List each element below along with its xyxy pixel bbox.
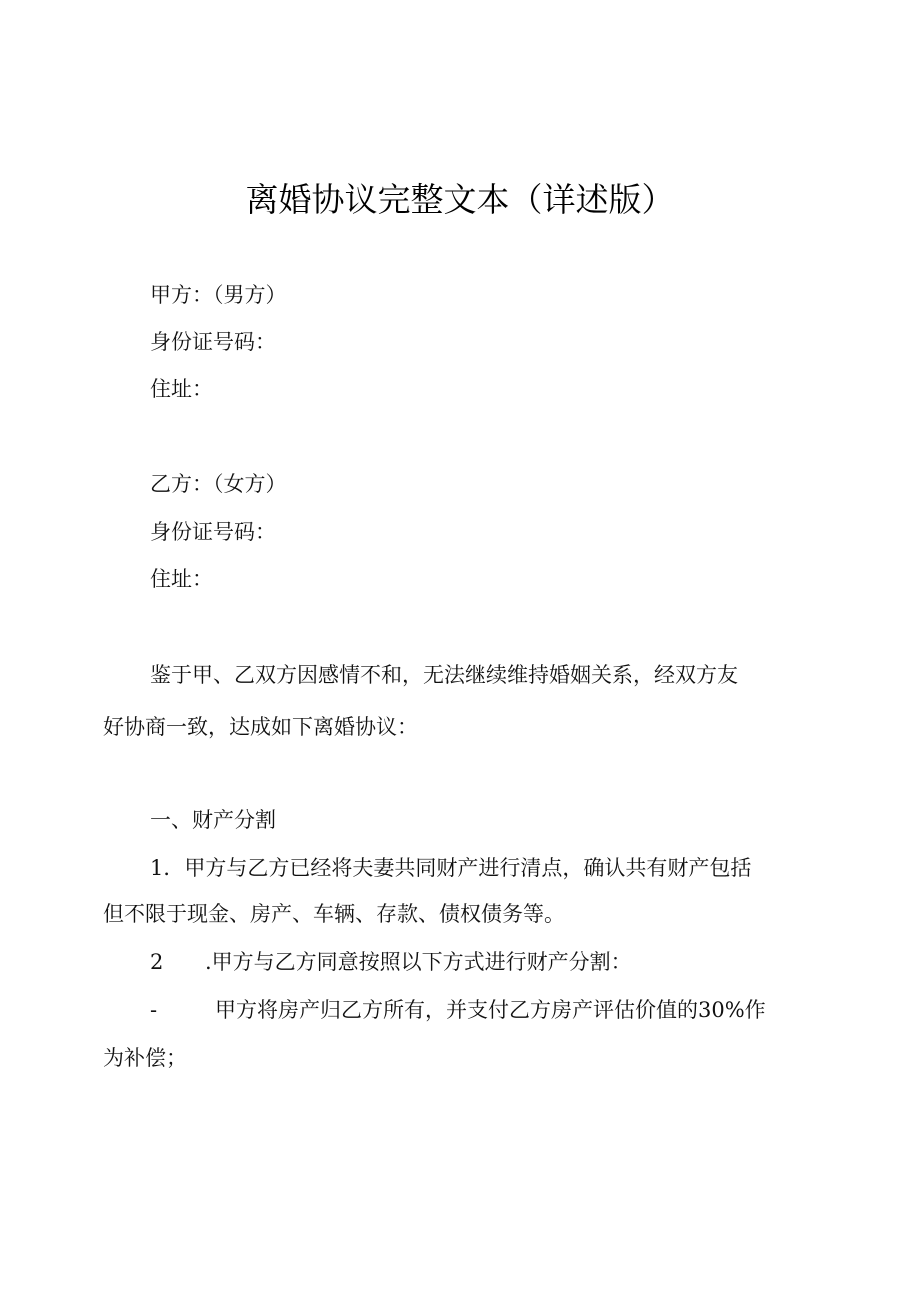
subitem-line-2: 为补偿； <box>103 1046 187 1070</box>
item-1-line-1: 1．甲方与乙方已经将夫妻共同财产进行清点，确认共有财产包括 <box>150 856 752 880</box>
item-1-line-2: 但不限于现金、房产、车辆、存款、债权债务等。 <box>103 902 565 926</box>
subitem-line-1: 甲方将房产归乙方所有，并支付乙方房产评估价值的30%作 <box>215 998 766 1022</box>
item-2-text: .甲方与乙方同意按照以下方式进行财产分割： <box>205 950 632 974</box>
item-2-number: 2 <box>150 950 164 974</box>
preamble-line-2: 好协商一致，达成如下离婚协议： <box>103 715 418 739</box>
party-a-address-label: 住址： <box>150 377 213 401</box>
subitem-dash: - <box>150 998 158 1022</box>
party-b-address-label: 住址： <box>150 567 213 591</box>
party-b-label: 乙方：（女方） <box>150 472 287 496</box>
party-a-id-label: 身份证号码： <box>150 330 276 354</box>
section-1-heading: 一、财产分割 <box>150 808 276 832</box>
party-a-label: 甲方：（男方） <box>150 283 287 307</box>
party-b-id-label: 身份证号码： <box>150 520 276 544</box>
preamble-line-1: 鉴于甲、乙双方因感情不和，无法继续维持婚姻关系，经双方友 <box>150 663 738 687</box>
document-title: 离婚协议完整文本（详述版） <box>245 180 675 219</box>
